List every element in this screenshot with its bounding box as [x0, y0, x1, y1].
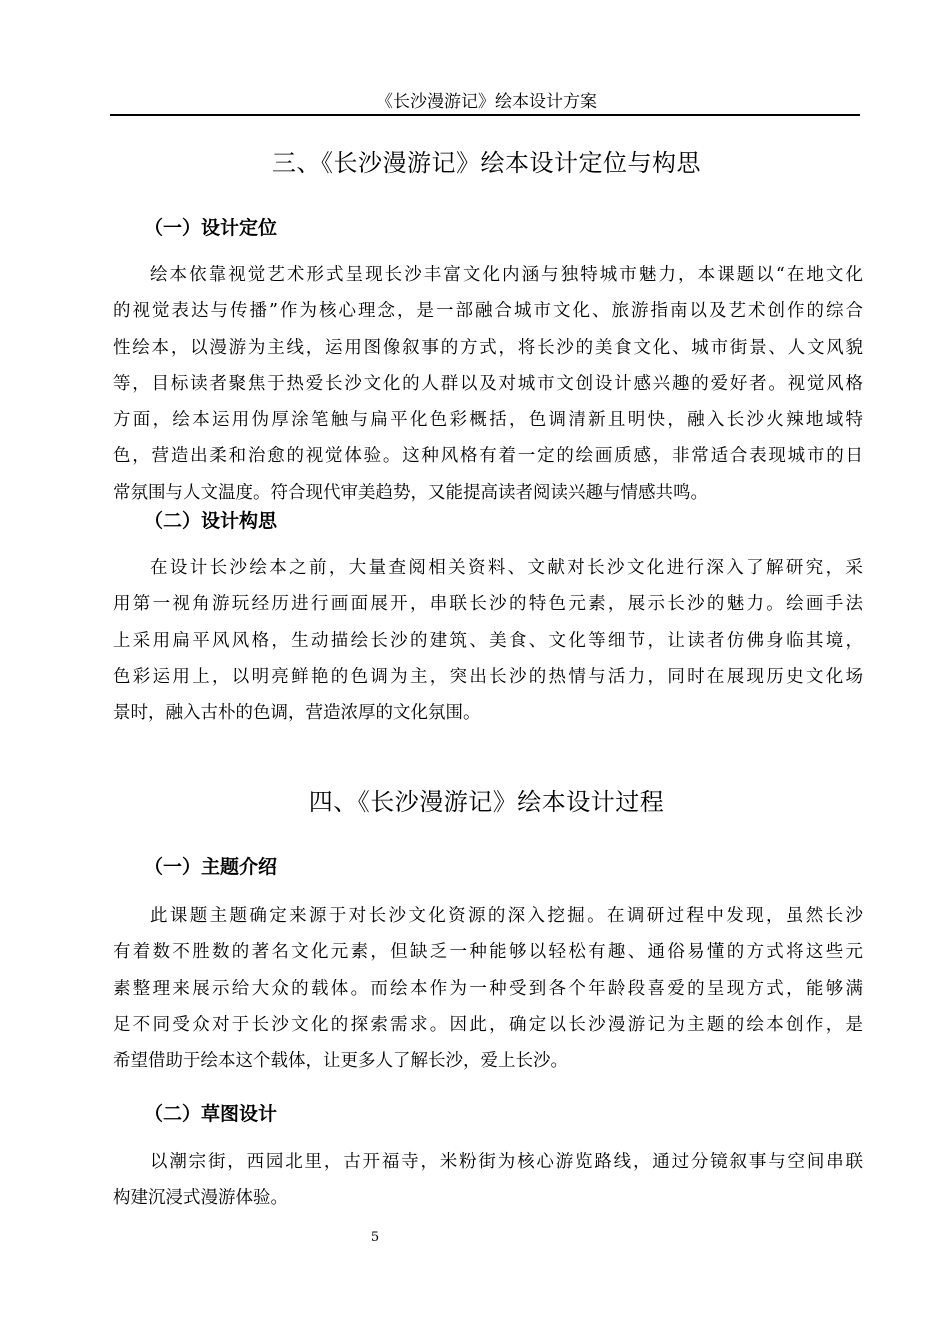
text-line: 方面，绘本运用伪厚涂笔触与扁平化色彩概括，色调清新且明快，融入长沙火辣地域特	[113, 410, 863, 431]
chapter-title: 三、《长沙漫游记》绘本设计定位与构思	[272, 149, 701, 177]
section-title: （二）设计构思	[144, 510, 278, 532]
paragraph	[113, 263, 863, 517]
paragraph	[113, 1150, 863, 1223]
text-line: 上采用扁平风风格，生动描绘长沙的建筑、美食、文化等细节，让读者仿佛身临其境，	[113, 630, 863, 651]
text-line: 足不同受众对于长沙文化的探索需求。因此，确定以长沙漫游记为主题的绘本创作，是	[113, 1014, 863, 1035]
chapter-title: 四、《长沙漫游记》绘本设计过程	[308, 788, 665, 816]
paragraph	[113, 904, 863, 1085]
text-line: 希望借助于绘本这个载体，让更多人了解长沙，爱上长沙。	[113, 1051, 568, 1072]
header-rule	[110, 114, 860, 116]
text-line: 的视觉表达与传播”作为核心理念，是一部融合城市文化、旅游指南以及艺术创作的综合	[113, 301, 863, 322]
text-line: 用第一视角游玩经历进行画面展开，串联长沙的特色元素，展示长沙的魅力。绘画手法	[113, 594, 863, 615]
paragraph	[113, 556, 863, 737]
section-title: （二）草图设计	[144, 1103, 278, 1125]
text-line: 色彩运用上，以明亮鲜艳的色调为主，突出长沙的热情与活力，同时在展现历史文化场	[113, 666, 863, 687]
text-line: 绘本依靠视觉艺术形式呈现长沙丰富文化内涵与独特城市魅力，本课题以“在地文化	[150, 265, 863, 285]
text-line: 景时，融入古朴的色调，营造浓厚的文化氛围。	[113, 703, 481, 724]
text-line: 色，营造出柔和治愈的视觉体验。这种风格有着一定的绘画质感，非常适合表现城市的日	[113, 446, 863, 467]
text-line: 性绘本，以漫游为主线，运用图像叙事的方式，将长沙的美食文化、城市街景、人文风貌	[113, 337, 863, 358]
text-line: 构建沉浸式漫游体验。	[113, 1188, 288, 1209]
section-title: （一）主题介绍	[144, 856, 278, 878]
text-line: 此课题主题确定来源于对长沙文化资源的深入挖掘。在调研过程中发现，虽然长沙	[150, 906, 863, 926]
page-number: 5	[370, 1230, 380, 1245]
text-line: 在设计长沙绘本之前，大量查阅相关资料、文献对长沙文化进行深入了解研究，采	[150, 558, 863, 578]
text-line: 常氛围与人文温度。符合现代审美趋势，又能提高读者阅读兴趣与情感共鸣。	[113, 482, 708, 503]
section-title: （一）设计定位	[144, 217, 278, 239]
page-header: 《长沙漫游记》绘本设计方案	[376, 92, 597, 112]
text-line: 等，目标读者聚焦于热爱长沙文化的人群以及对城市文创设计感兴趣的爱好者。视觉风格	[113, 373, 863, 394]
text-line: 有着数不胜数的著名文化元素，但缺乏一种能够以轻松有趣、通俗易懂的方式将这些元	[113, 942, 863, 963]
text-line: 以潮宗街，西园北里，古开福寺，米粉街为核心游览路线，通过分镜叙事与空间串联	[150, 1152, 863, 1172]
text-line: 素整理来展示给大众的载体。而绘本作为一种受到各个年龄段喜爱的呈现方式，能够满	[113, 978, 863, 999]
